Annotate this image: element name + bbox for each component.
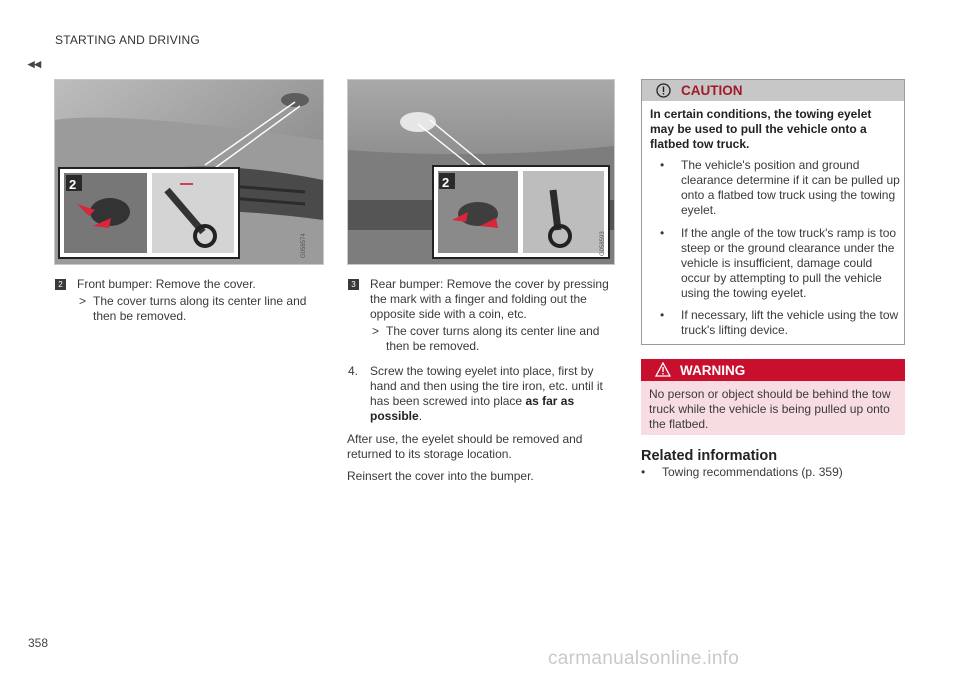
- step-text: Front bumper: Remove the cover.: [77, 277, 256, 291]
- figure-front-bumper: [54, 79, 324, 265]
- step-number: 4.: [348, 364, 359, 378]
- bullet-text: If necessary, lift the vehicle using the tow truck's lifting device.: [681, 308, 899, 337]
- figure-code: G058574: [301, 233, 307, 258]
- related-heading: Related information: [641, 448, 778, 464]
- result-text: The cover turns along its center line and then be removed.: [93, 294, 307, 323]
- step-badge: 2: [55, 279, 66, 290]
- warning-header: [641, 359, 905, 381]
- figure-callout: 2: [69, 177, 77, 192]
- exclamation-circle-icon: [656, 83, 671, 103]
- paragraph-reinsert: Reinsert the cover into the bumper.: [347, 469, 534, 483]
- result-marker: >: [79, 294, 87, 308]
- bullet-dot: •: [660, 158, 665, 172]
- step-text-main: Screw the towing eyelet into place, first by hand and then using the tire iron, etc. until it has been screwed into place: [370, 364, 603, 408]
- continued-marker: ◂◂: [28, 56, 42, 71]
- step-2: [55, 277, 320, 292]
- caution-lead: In certain conditions, the towing eyelet may be used to pull the vehicle onto a flatbed tow truck.: [650, 107, 872, 151]
- step-text-emphasis: as far as possible: [370, 394, 575, 423]
- warning-title: WARNING: [680, 363, 746, 378]
- bullet-text: The vehicle's position and ground clearance determine if it can be pulled up onto a flatbed tow truck using the towing eyelet.: [681, 158, 900, 217]
- figure-callout: 2: [442, 175, 450, 190]
- step-text: [370, 364, 610, 424]
- step-badge: 3: [348, 279, 359, 290]
- figure-code: G058593: [600, 231, 606, 256]
- result-text: The cover turns along its center line and then be removed.: [386, 324, 600, 353]
- warning-box: [641, 359, 905, 435]
- caution-title: CAUTION: [681, 83, 743, 98]
- section-header: STARTING AND DRIVING: [55, 33, 200, 47]
- step-3: [348, 277, 610, 321]
- bullet-dot: •: [641, 465, 646, 479]
- related-link[interactable]: Towing recommendations (p. 359): [662, 465, 843, 479]
- bullet-dot: •: [660, 226, 665, 240]
- paragraph-storage: After use, the eyelet should be removed and returned to its storage location.: [347, 432, 583, 461]
- caution-header: [642, 80, 904, 101]
- watermark: carmanualsonline.info: [548, 648, 740, 669]
- bullet-text: If the angle of the tow truck's ramp is too steep or the ground clearance under the vehicle is insufficient, damage could occur by attempting to pull the vehicle using the towing eyelet.: [681, 226, 897, 300]
- page-number: 358: [28, 636, 49, 650]
- warning-text: No person or object should be behind the tow truck while the vehicle is being pulled up onto the flatbed.: [649, 387, 891, 431]
- caution-box: [641, 79, 905, 345]
- cover-marker: [281, 93, 309, 107]
- result-marker: >: [372, 324, 380, 338]
- step-text-end: .: [418, 409, 423, 423]
- cover-marker: [400, 112, 436, 132]
- warning-triangle-icon: [655, 362, 671, 382]
- step-text: Rear bumper: Remove the cover by pressing the mark with a finger and folding out the opposite side with a coin, etc.: [370, 277, 609, 321]
- bullet-dot: •: [660, 308, 665, 322]
- figure-rear-bumper: [347, 79, 615, 265]
